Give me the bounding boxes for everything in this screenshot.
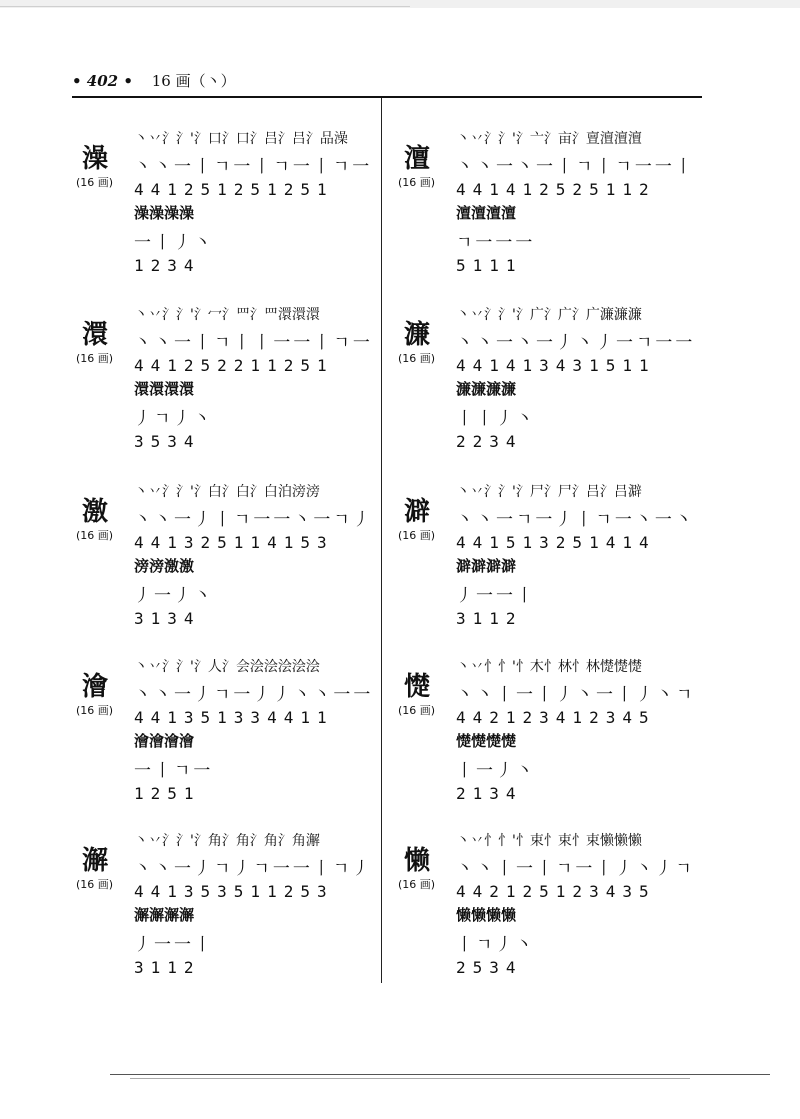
stroke-sequence: 丶丶一丶一丿丶丿一ㄱ一一	[456, 333, 696, 353]
progression-continued: 澮澮澮澮	[134, 732, 195, 750]
stroke-count-tag: (16 画)	[76, 878, 114, 891]
stroke-sequence-continued: ㄱ一一一	[456, 233, 536, 253]
progression-continued: 懒懒懒懒	[456, 906, 517, 924]
section-title: 16 画（丶）	[151, 72, 236, 90]
entry-character: 懒	[404, 846, 431, 876]
stroke-codes-continued: 2234	[456, 432, 523, 451]
entry-card	[398, 128, 704, 298]
stroke-sequence-continued: 丨丨丿丶	[456, 409, 536, 429]
stroke-count-tag: (16 画)	[398, 878, 436, 891]
entry-character: 激	[82, 497, 109, 527]
stroke-sequence: 丶丶丨一丨ㄱ一丨丿丶丿ㄱ	[456, 859, 695, 879]
stroke-codes: 441412525112	[456, 180, 656, 199]
scan-edge-line	[0, 6, 410, 7]
stroke-codes-continued: 3134	[134, 609, 201, 628]
stroke-codes: 442125123435	[456, 882, 656, 901]
stroke-sequence-continued: 丨一丿丶	[456, 761, 536, 781]
entry-card	[398, 304, 704, 474]
entry-card	[76, 304, 382, 474]
stroke-sequence: 丶丶一丿ㄱ丿ㄱ一一丨ㄱ丿	[134, 859, 373, 879]
stroke-codes: 441413431511	[456, 356, 656, 375]
entry-card	[76, 481, 382, 651]
stroke-progression: 丶丷氵氵'氵白氵白氵白泊滂滂	[134, 484, 320, 500]
progression-continued: 憷憷憷憷	[456, 732, 517, 750]
stroke-progression: 丶丷氵氵'氵尸氵尸氵吕氵吕澼	[456, 484, 642, 500]
stroke-sequence-continued: 丨ㄱ丿丶	[456, 935, 536, 955]
progression-continued: 澼澼澼澼	[456, 557, 517, 575]
page-number: • 402 •	[72, 72, 133, 90]
stroke-count-tag: (16 画)	[76, 704, 114, 717]
stroke-progression: 丶丷忄忄'忄束忄束忄束懒懒懒	[456, 833, 642, 849]
stroke-sequence: 丶丶丨一丨丿丶一丨丿丶ㄱ	[456, 685, 696, 705]
stroke-progression: 丶丷氵氵'氵广氵广氵广濂濂濂	[456, 307, 642, 323]
stroke-sequence-continued: 丿一一丨	[134, 935, 214, 955]
entry-character: 澡	[82, 144, 109, 174]
stroke-codes-continued: 5111	[456, 256, 523, 275]
stroke-sequence-continued: 一丨丿丶	[134, 233, 214, 253]
stroke-count-tag: (16 画)	[398, 704, 436, 717]
stroke-codes: 441513251414	[456, 533, 656, 552]
stroke-sequence-continued: 一丨ㄱ一	[134, 761, 214, 781]
stroke-sequence: 丶丶一丨ㄱ一丨ㄱ一丨ㄱ一	[134, 157, 373, 177]
entry-card	[398, 481, 704, 651]
stroke-codes: 441251251251	[134, 180, 334, 199]
progression-continued: 濂濂濂濂	[456, 380, 517, 398]
stroke-progression: 丶丷忄忄'忄木忄林忄林憷憷憷	[456, 659, 642, 675]
entry-character: 澥	[82, 846, 109, 876]
header-rule	[72, 96, 702, 98]
stroke-codes-continued: 3112	[456, 609, 523, 628]
stroke-progression: 丶丷氵氵'氵冖氵罒氵罒澴澴澴	[134, 307, 320, 323]
stroke-codes: 441325114153	[134, 533, 334, 552]
stroke-sequence: 丶丶一丿丨ㄱ一一丶一ㄱ丿	[134, 510, 373, 530]
entry-character: 澼	[404, 497, 431, 527]
entry-character: 澴	[82, 320, 109, 350]
stroke-codes-continued: 2134	[456, 784, 523, 803]
stroke-codes: 442123412345	[456, 708, 656, 727]
stroke-codes-continued: 3112	[134, 958, 201, 977]
stroke-codes-continued: 2534	[456, 958, 523, 977]
stroke-sequence: 丶丶一ㄱ一丿丨ㄱ一丶一丶	[456, 510, 695, 530]
stroke-sequence: 丶丶一丶一丨ㄱ丨ㄱ一一丨	[456, 157, 695, 177]
stroke-progression: 丶丷氵氵'氵人氵会浍浍浍浍浍	[134, 659, 320, 675]
stroke-progression: 丶丷氵氵'氵亠氵亩氵亶澶澶澶	[456, 131, 642, 147]
stroke-codes-continued: 1234	[134, 256, 201, 275]
progression-continued: 澴澴澴澴	[134, 380, 195, 398]
stroke-sequence: 丶丶一丨ㄱ丨丨一一丨ㄱ一	[134, 333, 373, 353]
stroke-progression: 丶丷氵氵'氵口氵口氵吕氵吕氵品澡	[134, 131, 348, 147]
entry-character: 澶	[404, 144, 431, 174]
entry-card	[76, 830, 382, 1000]
stroke-count-tag: (16 画)	[76, 176, 114, 189]
progression-continued: 澥澥澥澥	[134, 906, 195, 924]
entry-character: 澮	[82, 672, 109, 702]
stroke-progression: 丶丷氵氵'氵角氵角氵角氵角澥	[134, 833, 320, 849]
entry-card	[398, 656, 704, 826]
stroke-codes-continued: 1251	[134, 784, 201, 803]
footer-rule	[110, 1074, 770, 1075]
stroke-codes: 441351334411	[134, 708, 334, 727]
stroke-count-tag: (16 画)	[398, 176, 436, 189]
footer-rule-secondary	[130, 1078, 690, 1079]
stroke-count-tag: (16 画)	[76, 352, 114, 365]
entry-card	[398, 830, 704, 1000]
progression-continued: 滂滂激激	[134, 557, 195, 575]
stroke-count-tag: (16 画)	[398, 352, 436, 365]
entry-character: 濂	[404, 320, 431, 350]
stroke-sequence: 丶丶一丿ㄱ一丿丿丶丶一一	[134, 685, 374, 705]
stroke-codes: 441353511253	[134, 882, 334, 901]
entry-character: 憷	[404, 672, 431, 702]
stroke-count-tag: (16 画)	[398, 529, 436, 542]
progression-continued: 澶澶澶澶	[456, 204, 517, 222]
entry-card	[76, 656, 382, 826]
stroke-count-tag: (16 画)	[76, 529, 114, 542]
stroke-sequence-continued: 丿ㄱ丿丶	[134, 409, 214, 429]
progression-continued: 澡澡澡澡	[134, 204, 195, 222]
stroke-sequence-continued: 丿一一丨	[456, 586, 536, 606]
stroke-codes: 441252211251	[134, 356, 334, 375]
entry-card	[76, 128, 382, 298]
stroke-codes-continued: 3534	[134, 432, 201, 451]
stroke-sequence-continued: 丿一丿丶	[134, 586, 214, 606]
page-header	[72, 70, 702, 96]
